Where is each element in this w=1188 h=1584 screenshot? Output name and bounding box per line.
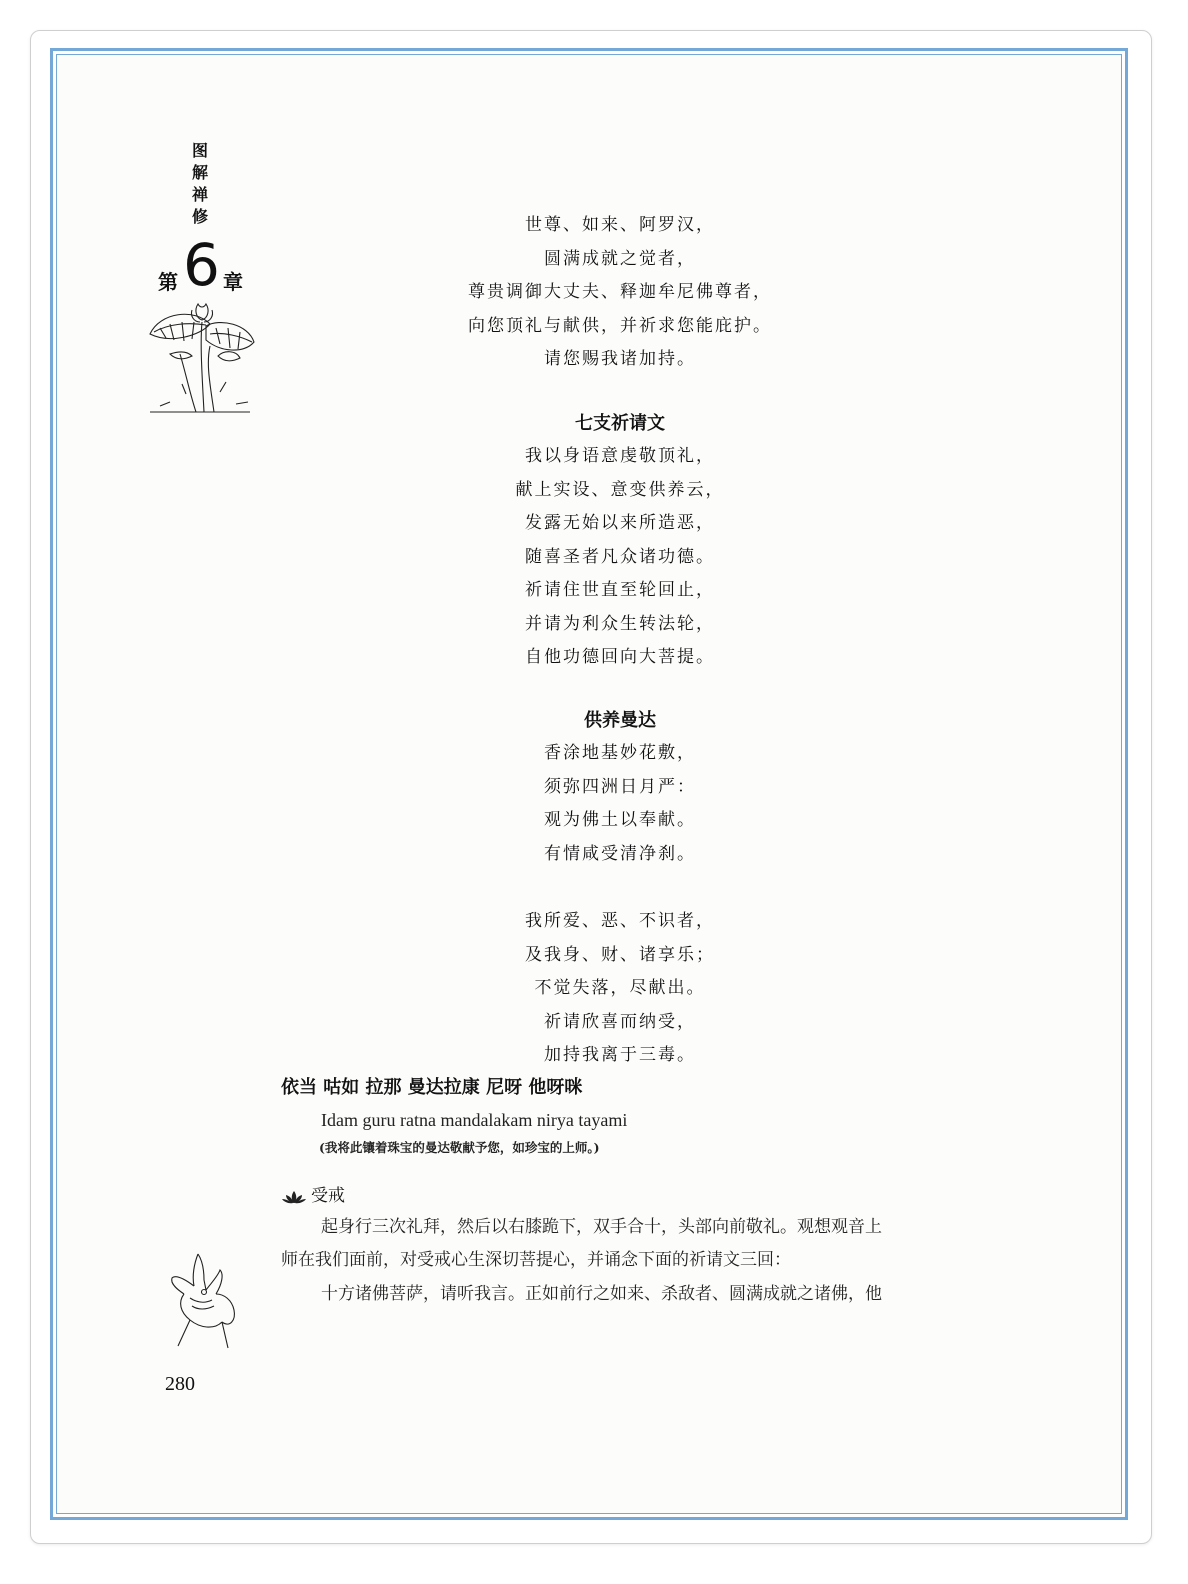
mantra-chinese: 依当 咕如 拉那 曼达拉康 尼呀 他呀咪: [281, 1077, 583, 1098]
mandala-heading: 供养曼达: [584, 710, 656, 731]
verse-line: 随喜圣者凡众诸功德。: [525, 546, 715, 567]
precepts-prayer-line: 十方诸佛菩萨，请听我言。正如前行之如来、杀敌者、圆满成就之诸佛，他: [321, 1284, 882, 1304]
verse-line: 我以身语意虔敬顶礼，: [525, 446, 715, 466]
chapter-marker: [155, 231, 255, 299]
book-title-vertical: [188, 140, 212, 228]
verse-line: 圆满成就之觉者，: [544, 248, 696, 269]
mandala-verse-a: [420, 737, 820, 871]
verse-line: 有情咸受清净刹。: [544, 843, 696, 864]
chapter-suffix: 章: [223, 270, 243, 294]
mantra-translation: (我将此镶着珠宝的曼达敬献予您，如珍宝的上师。): [319, 1140, 600, 1155]
verse-line: 观为佛土以奉献。: [544, 810, 696, 830]
verse-line: 向您顶礼与献供，并祈求您能庇护。: [468, 315, 772, 336]
verse-line: 请您赐我诸加持。: [544, 349, 696, 369]
verse-intro: [420, 209, 820, 377]
verse-line: 须弥四洲日月严：: [544, 776, 696, 797]
verse-line: 发露无始以来所造恶，: [525, 513, 715, 533]
verse-line: 尊贵调御大丈夫、释迦牟尼佛尊者，: [468, 282, 772, 302]
verse-line: 献上实设、意变供养云，: [515, 479, 725, 500]
verse-line: 并请为利众生转法轮，: [525, 613, 715, 634]
verse-line: 及我身、财、诸享乐；: [525, 944, 715, 965]
mantra-latin: Idam guru ratna mandalakam nirya tayami: [321, 1110, 628, 1130]
chapter-number: 6: [183, 231, 220, 299]
verse-line: 世尊、如来、阿罗汉，: [525, 215, 715, 235]
mudra-hand-illustration: [164, 1250, 242, 1350]
precepts-heading: [281, 1182, 345, 1210]
book-title-char: 禅: [191, 185, 208, 204]
lotus-illustration: [140, 294, 260, 420]
precepts-para-line: 起身行三次礼拜，然后以右膝跪下，双手合十，头部向前敬礼。观想观音上: [321, 1217, 882, 1237]
chapter-prefix: 第: [158, 270, 178, 294]
book-title-char: 修: [191, 207, 208, 226]
lotus-bullet-icon: [281, 1189, 307, 1205]
verse-line: 加持我离于三毒。: [544, 1045, 696, 1065]
page-number: 280: [165, 1373, 195, 1395]
verse-line: 我所爱、恶、不识者，: [525, 911, 715, 931]
precepts-para-line: 师在我们面前，对受戒心生深切菩提心，并诵念下面的祈请文三回：: [281, 1250, 791, 1270]
verse-line: 祈请住世直至轮回止，: [525, 580, 715, 600]
precepts-title: 受戒: [311, 1186, 345, 1206]
book-title-char: 解: [191, 163, 208, 182]
verse-line: 祈请欣喜而纳受，: [544, 1011, 696, 1032]
mandala-verse-b: [420, 905, 820, 1073]
book-title-char: 图: [191, 141, 208, 160]
seven-limb-heading: 七支祈请文: [575, 413, 665, 434]
verse-line: 香涂地基妙花敷，: [544, 743, 696, 763]
verse-line: 自他功德回向大菩提。: [525, 647, 715, 667]
seven-limb-verse: [420, 440, 820, 675]
verse-line: 不觉失落，尽献出。: [534, 978, 706, 998]
